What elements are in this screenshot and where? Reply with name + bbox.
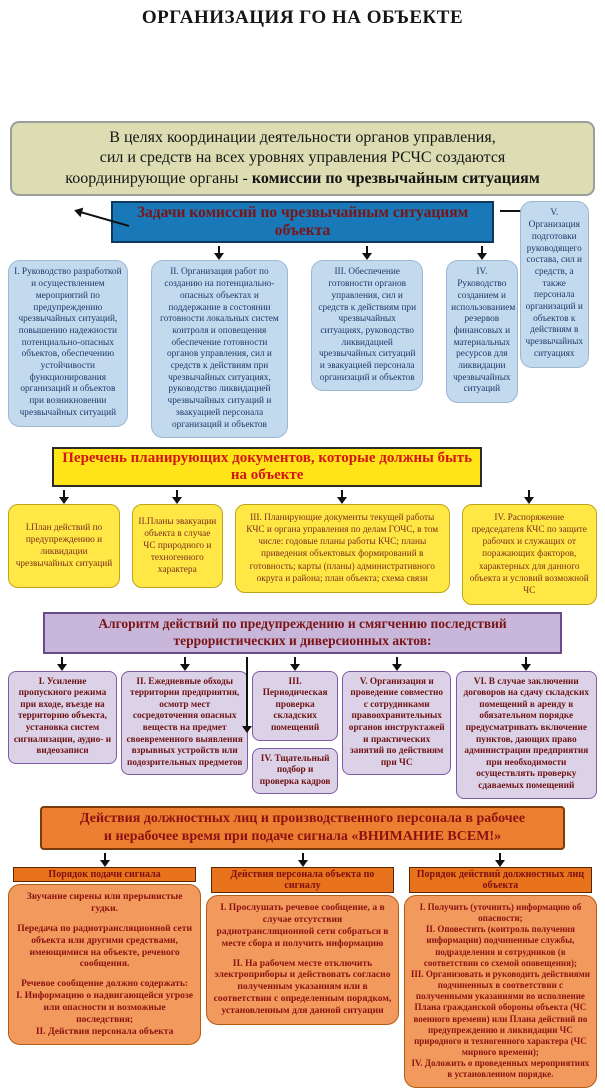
algorithm-box-3: III. Периодическая проверка складских помещений xyxy=(252,671,337,741)
algorithm-band-line-1: Алгоритм действий по предупреждению и смягчению последствий xyxy=(98,615,507,631)
officials-paragraph-2: II. Оповестить (контроль получения информации) подчиненные службы, подразделения и сотрудников (в соответствии со схемой оповещения); xyxy=(423,924,577,968)
intro-line-2: сил и средств на всех уровнях управления РСЧС создаются xyxy=(99,149,506,167)
down-arrow-icon xyxy=(481,246,483,254)
documents-col-1 xyxy=(8,489,120,588)
page-title: ОРГАНИЗАЦИЯ ГО НА ОБЪЕКТЕ xyxy=(141,7,464,28)
signal-paragraph-2: Передача по радиотрансляционной сети объекта или другими средствами, имеющимися на объекте, речевого сообщения. xyxy=(17,922,192,970)
intro-line-1: В целях координации деятельности органов управления, xyxy=(109,129,496,146)
documents-box-2: II.Планы эвакуации объекта в случае ЧС природного и техногенного характера xyxy=(132,504,223,588)
documents-box-4: IV. Распоряжение председателя КЧС по защите рабочих и служащих от поражающих факторов, характерных для данного объекта и условий возможной ЧС xyxy=(462,504,597,605)
intro-box xyxy=(10,121,595,196)
down-arrow-icon xyxy=(341,490,343,498)
algorithm-band-line-2: террористических и диверсионных актов: xyxy=(173,632,432,648)
signal-order-box xyxy=(8,884,201,1045)
signal-paragraph-5: II. Действия персонала объекта xyxy=(35,1025,174,1037)
intro-line-3-normal: координирующие органы - xyxy=(65,169,252,187)
signal-paragraph-1: Звучание сирены или прерывистые гудки. xyxy=(26,891,183,914)
actions-band-line-1: Действия должностных лиц и производственного персонала в рабочее xyxy=(79,810,526,826)
intro-line-3 xyxy=(18,169,587,189)
down-arrow-icon xyxy=(366,246,368,254)
down-arrow-icon xyxy=(176,490,178,498)
section-documents xyxy=(8,447,597,605)
actions-col-personnel xyxy=(206,852,399,1025)
algorithm-band xyxy=(43,612,561,654)
tasks-band: Задачи комиссий по чрезвычайным ситуациям объекта xyxy=(111,201,494,243)
algorithm-row xyxy=(8,656,597,799)
officials-paragraph-1: I. Получить (уточнить) информацию об опасности; xyxy=(419,902,582,924)
section-algorithm xyxy=(8,612,597,799)
down-arrow-icon xyxy=(302,853,304,861)
tasks-row xyxy=(8,245,597,438)
personnel-paragraph-1: I. Прослушать речевое сообщение, а в случае отсутствия радиотрансляционной сети собраться в месте сбора и получить информацию xyxy=(216,902,389,949)
down-arrow-icon xyxy=(499,853,501,861)
down-arrow-icon xyxy=(246,657,248,727)
documents-col-4 xyxy=(462,489,597,605)
algorithm-box-2: II. Ежедневные обходы территории предприятия, осмотр мест сосредоточения опасных веществ на предмет своевременного выявления взрывных устройств или подозрительных предметов xyxy=(121,671,248,776)
section-actions xyxy=(8,806,597,1088)
algorithm-col-5 xyxy=(456,656,597,799)
down-arrow-icon xyxy=(104,853,106,861)
down-arrow-icon xyxy=(528,490,530,498)
algorithm-col-1 xyxy=(8,656,117,764)
officials-order-box xyxy=(404,895,597,1088)
tasks-box-4: IV. Руководство созданием и использованием резервов финансовых и материальных ресурсов для ликвидации чрезвычайных ситуаций xyxy=(446,260,517,403)
algorithm-col-2 xyxy=(121,656,248,776)
personnel-actions-header: Действия персонала объекта по сигналу xyxy=(211,867,395,893)
documents-col-2 xyxy=(132,489,223,588)
actions-col-signal xyxy=(8,852,201,1045)
actions-band xyxy=(40,806,564,850)
documents-col-3 xyxy=(235,489,450,592)
signal-paragraph-4: I. Информацию о надвигающейся угрозе или опасности и возможные последствия; xyxy=(16,990,194,1026)
down-arrow-icon xyxy=(61,657,63,665)
intro-line-3-bold: комиссии по чрезвычайным ситуациям xyxy=(251,169,540,187)
algorithm-box-6: VI. В случае заключении договоров на сдачу складских помещений в аренду в обязательном порядке предусматривать включение пунктов, дающих право администрации предприятия при необходимости осуществлять проверку сдаваемых помещений xyxy=(456,671,597,799)
algorithm-box-4: IV. Тщательный подбор и проверка кадров xyxy=(252,748,337,795)
down-arrow-icon xyxy=(63,490,65,498)
signal-paragraph-3: Речевое сообщение должно содержать: xyxy=(21,978,189,990)
section-tasks xyxy=(8,201,597,438)
down-arrow-icon xyxy=(218,246,220,254)
personnel-paragraph-2: II. На рабочем месте отключить электроприборы и действовать согласно полученным указаниям или в соответствии с определенным порядком, установленным для данной ситуации xyxy=(213,957,392,1017)
officials-order-header: Порядок действий должностных лиц объекта xyxy=(409,867,593,893)
algorithm-col-4 xyxy=(342,656,451,776)
tasks-col-2 xyxy=(151,245,289,438)
actions-band-line-2: и нерабочее время при подаче сигнала «ВНИМАНИЕ ВСЕМ!» xyxy=(103,828,502,844)
actions-col-officials xyxy=(404,852,597,1088)
algorithm-box-1: I. Усиление пропускного режима при входе, въезде на территорию объекта, установка систем сигнализации, аудио- и видеозаписи xyxy=(8,671,117,764)
signal-order-header: Порядок подачи сигнала xyxy=(13,867,197,882)
documents-box-1: I.План действий по предупреждению и ликвидации чрезвычайных ситуаций xyxy=(8,504,120,588)
tasks-col-3 xyxy=(311,245,423,391)
down-arrow-icon xyxy=(525,657,527,665)
tasks-col-1 xyxy=(8,245,128,426)
down-arrow-icon xyxy=(294,657,296,665)
officials-paragraph-3: III. Организовать и руководить действиями подчиненных в соответствии с полученными указаниями во исполнение Плана гражданской обороны объекта (ЧС военного времени) или Плана действий по предупреждению и ликвидации ЧС природного и техногенного характера (ЧС мирного времени); xyxy=(410,968,590,1058)
tasks-col-4 xyxy=(446,245,517,403)
officials-paragraph-4: IV. Доложить о проведенных мероприятиях в установленном порядке. xyxy=(411,1058,590,1080)
tasks-box-2: II. Организация работ по созданию на потенциально-опасных объектах и поддержание в состоянии готовности локальных систем контроля и оповещения обеспечение готовности органов управления, сил и средств к действиям при чрезвычайных ситуациях, руководство ликвидацией чрезвычайных ситуаций и эвакуацией персонала организаций и объектов xyxy=(151,260,289,438)
documents-box-3: III. Планирующие документы текущей работы КЧС и органа управления по делам ГОЧС, в том числе: годовые планы работы КЧС; планы приведения объектовых формирований в готовность; карты (планы) административного округа и района; план объекта; схема связи xyxy=(235,504,450,592)
documents-band: Перечень планирующих документов, которые должны быть на объекте xyxy=(52,447,482,487)
tasks-box-3: III. Обеспечение готовности органов управления, сил и средств к действиям при чрезвычайных ситуациях, руководство ликвидацией чрезвычайных ситуаций и эвакуацией персонала организаций и объектов xyxy=(311,260,423,391)
down-arrow-icon xyxy=(396,657,398,665)
personnel-actions-box xyxy=(206,895,399,1025)
actions-row xyxy=(8,852,597,1088)
down-arrow-icon xyxy=(184,657,186,665)
algorithm-box-5: V. Организация и проведение совместно с сотрудниками правоохранительных органов инструктажей и практических занятий по действиям при ЧС xyxy=(342,671,451,776)
tasks-box-5: V. Организация подготовки руководящего состава, сил и средств, а также персонала организаций и объектов к действиям в чрезвычайных ситуациях xyxy=(520,201,590,367)
algorithm-col-3 xyxy=(252,656,337,795)
tasks-box-1: I. Руководство разработкой и осуществлением мероприятий по предупреждению чрезвычайных ситуаций, повышению надежности потенциально-опасных объектов, обеспечению устойчивости функционирования организаций и объектов при возникновении чрезвычайных ситуаций xyxy=(8,260,128,426)
documents-row xyxy=(8,489,597,605)
